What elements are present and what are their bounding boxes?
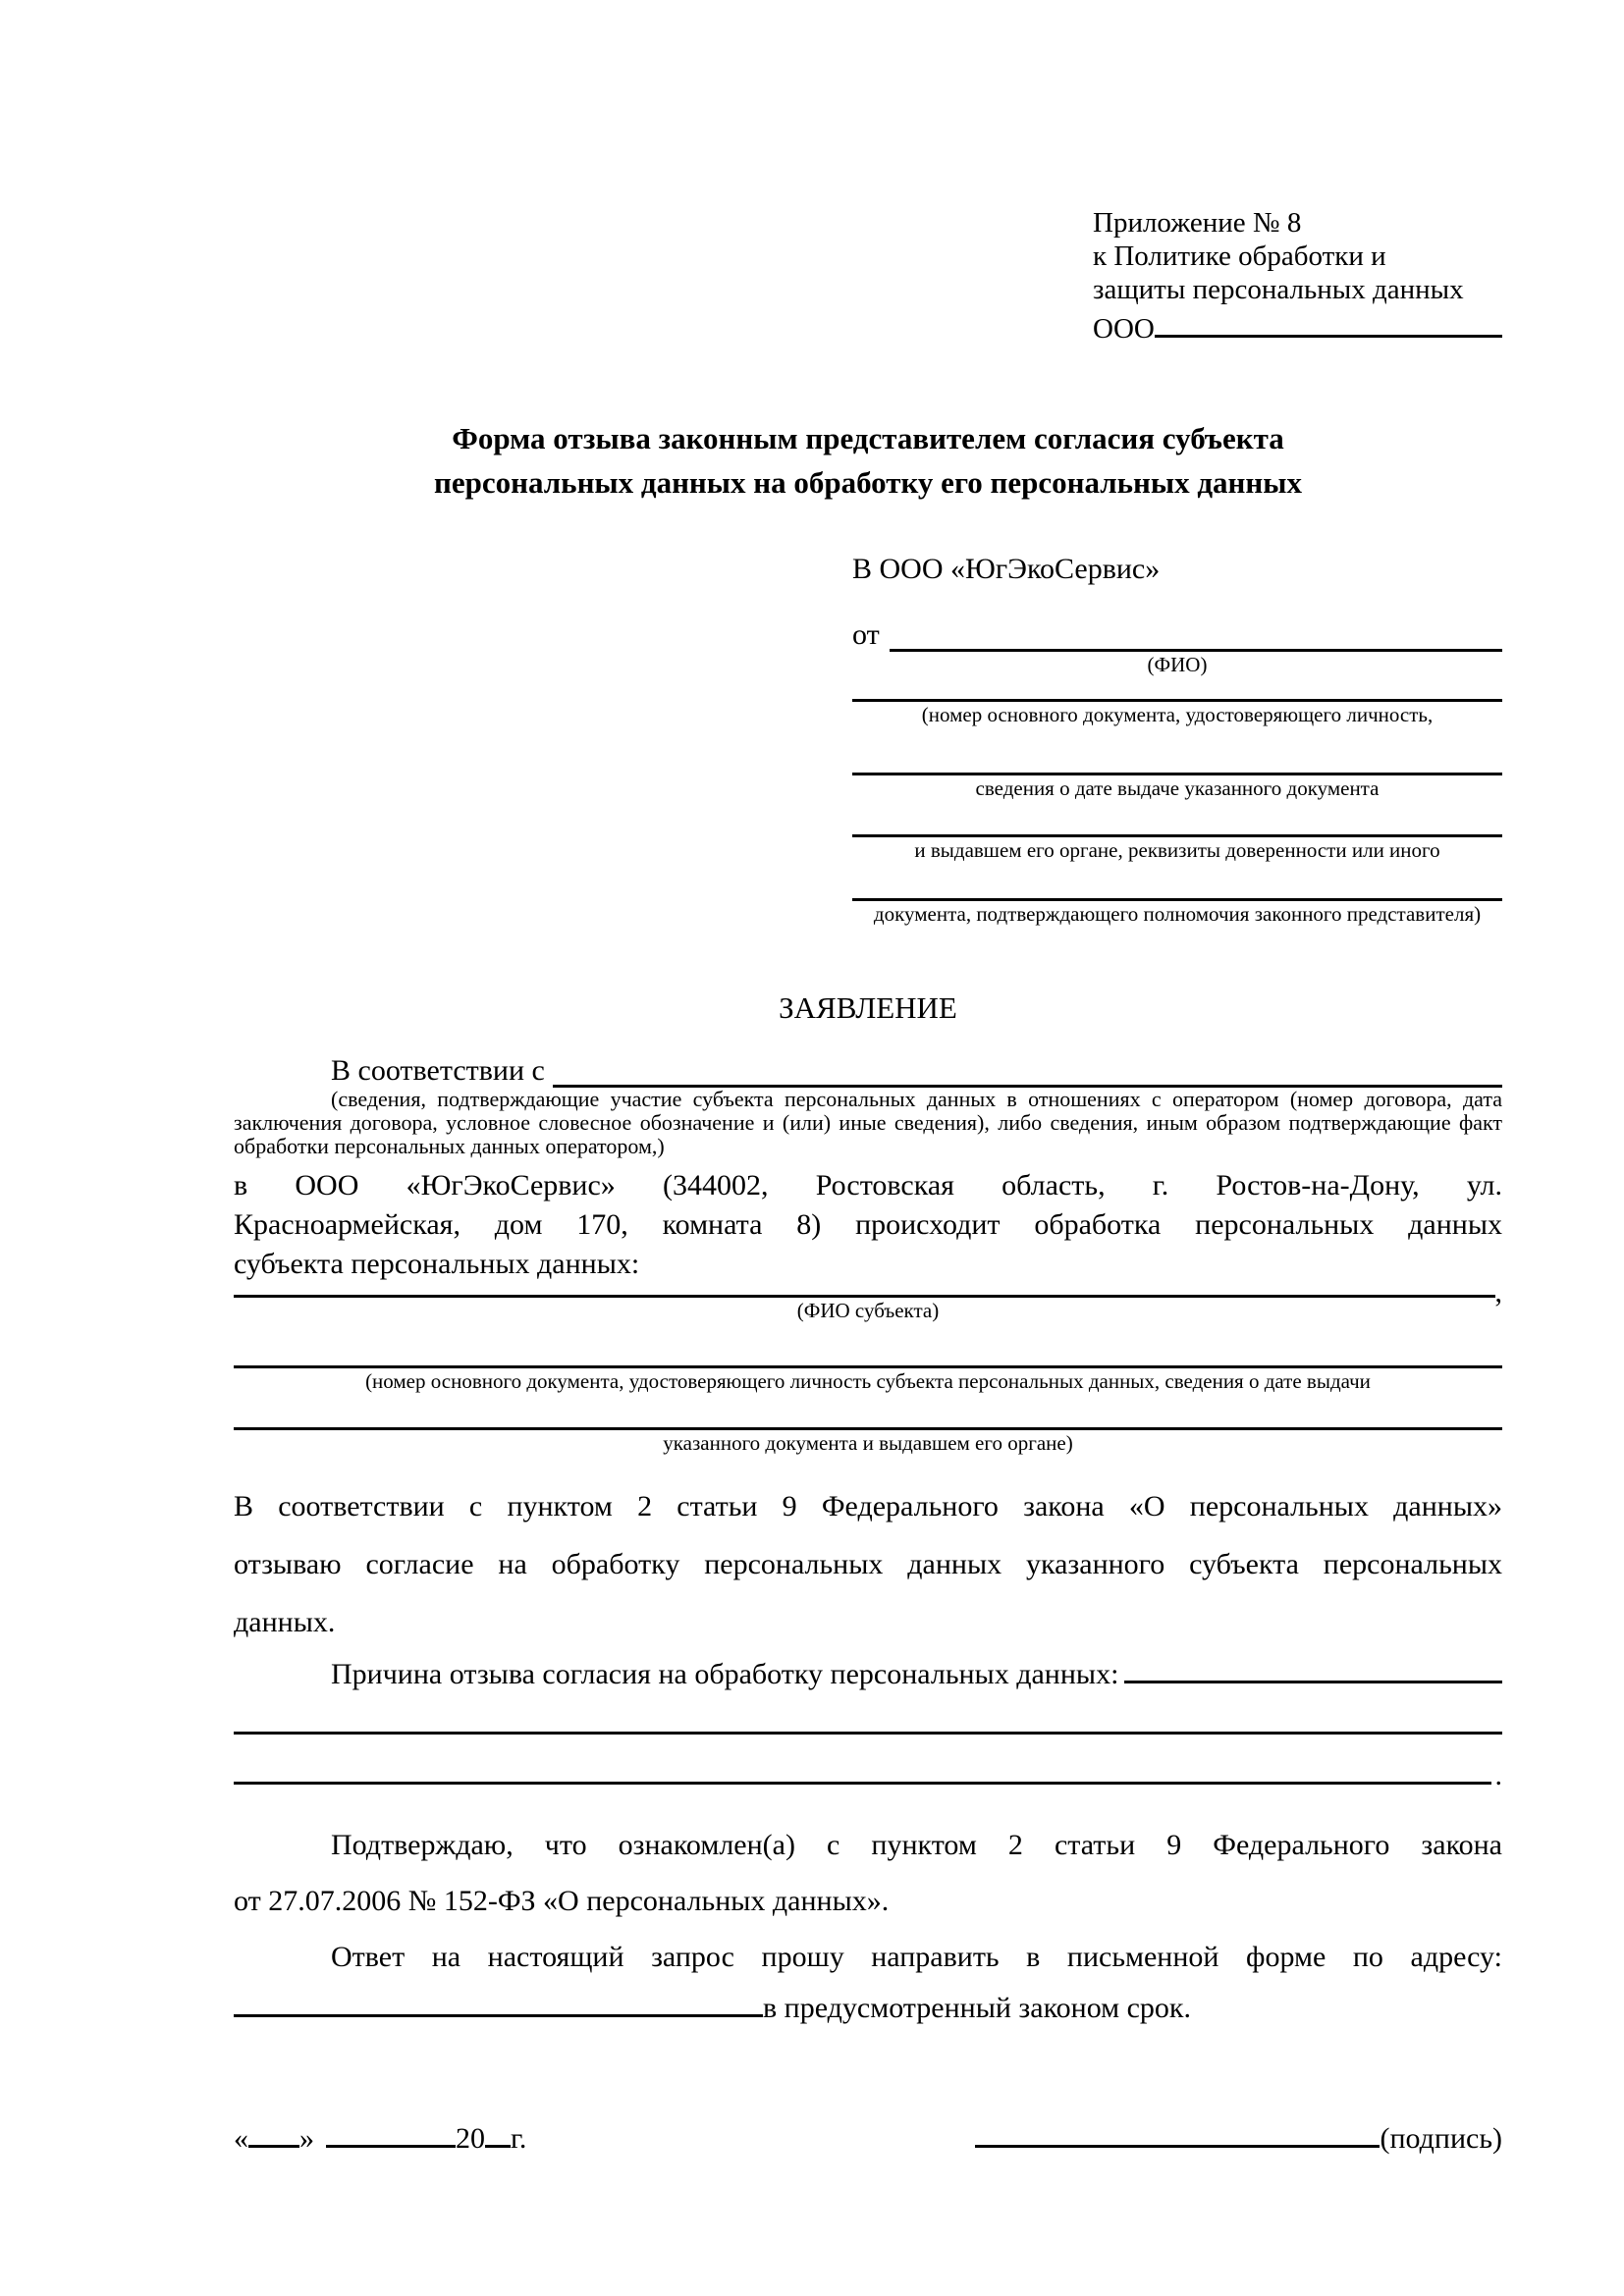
basis-row xyxy=(234,1050,1502,1088)
subject-fio-blank[interactable] xyxy=(234,1265,1495,1298)
operator-paragraph-line-3: субъекта персональных данных: xyxy=(234,1247,640,1280)
from-label: от xyxy=(852,617,880,651)
withdraw-paragraph-line-3: данных. xyxy=(234,1605,336,1638)
reply-address-blank[interactable] xyxy=(234,1985,763,2017)
confirm-paragraph-line-2: от 27.07.2006 № 152-ФЗ «О персональных данных». xyxy=(234,1884,890,1917)
basis-caption-line-2: заключения договора, условное словесное обозначение и (или) иные сведения), либо сведения, иным образом подтверждающие факт xyxy=(234,1109,1502,1135)
date-day-blank[interactable] xyxy=(248,2121,299,2148)
subject-fio-caption: (ФИО субъекта) xyxy=(796,1298,940,1322)
trailing-period: . xyxy=(1494,1758,1502,1791)
addressee-to: В ООО «ЮгЭкоСервис» xyxy=(852,552,1161,585)
subject-doc-caption-1: (номер основного документа, удостоверяющего личность субъекта персональных данных, сведения о дате выдачи xyxy=(365,1368,1371,1393)
subject-doc-caption-2: указанного документа и выдавшем его органе) xyxy=(663,1430,1073,1455)
reply-paragraph: Ответ на настоящий запрос прошу направить в письменной форме по адресу: xyxy=(331,1940,1502,1973)
confirm-paragraph-line-1: Подтверждаю, что ознакомлен(а) с пунктом 2 статьи 9 Федерального закона xyxy=(331,1828,1502,1861)
reason-blank-line-2[interactable] xyxy=(234,1752,1491,1785)
appendix-line-3: защиты персональных данных xyxy=(1093,274,1464,305)
confirm-paragraph xyxy=(234,1817,1502,1929)
org-name-row xyxy=(1093,306,1502,346)
statement-heading: ЗАЯВЛЕНИЕ xyxy=(779,989,957,1025)
form-title xyxy=(234,416,1502,505)
operator-paragraph-line-2: Красноармейская, дом 170, комната 8) происходит обработка персональных данных xyxy=(234,1207,1502,1241)
date-quote-close: » xyxy=(299,2121,314,2155)
from-row xyxy=(852,613,1502,652)
date-quote-open: « xyxy=(234,2121,248,2155)
representative-doc-caption-1: (номер основного документа, удостоверяющего личность, xyxy=(921,702,1434,726)
subject-fio-row xyxy=(234,1275,1502,1308)
basis-caption xyxy=(234,1088,1502,1158)
date-year-prefix: 20 xyxy=(456,2121,485,2155)
withdraw-paragraph-line-1: В соответствии с пунктом 2 статьи 9 Федерального закона «О персональных данных» xyxy=(234,1489,1502,1522)
signature-caption: (подпись) xyxy=(1380,2121,1502,2155)
reason-row xyxy=(234,1651,1502,1706)
org-prefix: ООО xyxy=(1093,312,1155,345)
footer-row xyxy=(234,2115,1502,2159)
representative-doc-caption-4: документа, подтверждающего полномочия законного представителя) xyxy=(873,901,1482,926)
reason-blank-line-2-row xyxy=(234,1752,1502,1791)
representative-fio-blank[interactable] xyxy=(890,619,1502,652)
representative-doc-caption-2: сведения о дате выдаче указанного документа xyxy=(975,775,1380,800)
date-year-suffix: г. xyxy=(511,2121,527,2155)
reason-label: Причина отзыва согласия на обработку персональных данных: xyxy=(331,1657,1119,1690)
operator-paragraph-line-1: в ООО «ЮгЭкоСервис» (344002, Ростовская область, г. Ростов-на-Дону, ул. xyxy=(234,1168,1502,1201)
reason-blank-line-1[interactable] xyxy=(234,1732,1502,1735)
signature-line xyxy=(975,2115,1502,2159)
org-name-blank[interactable] xyxy=(1155,306,1502,338)
form-title-line-1: Форма отзыва законным представителем согласия субъекта xyxy=(452,420,1284,455)
addressee-block xyxy=(852,552,1502,927)
basis-label: В соответствии с xyxy=(331,1053,545,1087)
subject-fio-trailing-comma: , xyxy=(1494,1275,1502,1308)
basis-blank[interactable] xyxy=(553,1055,1502,1088)
basis-caption-line-3: обработки персональных данных оператором,) xyxy=(234,1133,665,1158)
date-line xyxy=(234,2119,526,2159)
date-year-blank[interactable] xyxy=(485,2121,511,2148)
form-title-line-2: персональных данных на обработку его персональных данных xyxy=(434,464,1302,500)
reply-address-row xyxy=(234,1985,1502,2041)
appendix-header xyxy=(1093,206,1502,346)
withdraw-paragraph-line-2: отзываю согласие на обработку персональных данных указанного субъекта персональных xyxy=(234,1547,1502,1580)
reason-blank[interactable] xyxy=(1124,1651,1502,1683)
appendix-line-1: Приложение № 8 xyxy=(1093,207,1302,239)
withdraw-paragraph xyxy=(234,1477,1502,1651)
reply-suffix: в предусмотренный законом срок. xyxy=(763,1991,1191,2024)
appendix-line-2: к Политике обработки и xyxy=(1093,240,1386,272)
signature-blank[interactable] xyxy=(975,2115,1380,2148)
fio-caption: (ФИО) xyxy=(1147,652,1208,676)
representative-doc-caption-3: и выдавшем его органе, реквизиты доверенности или иного xyxy=(914,837,1440,862)
date-month-blank[interactable] xyxy=(326,2121,456,2148)
basis-caption-line-1: (сведения, подтверждающие участие субъекта персональных данных в отношениях с оператором (номер договора, дата xyxy=(331,1086,1502,1111)
